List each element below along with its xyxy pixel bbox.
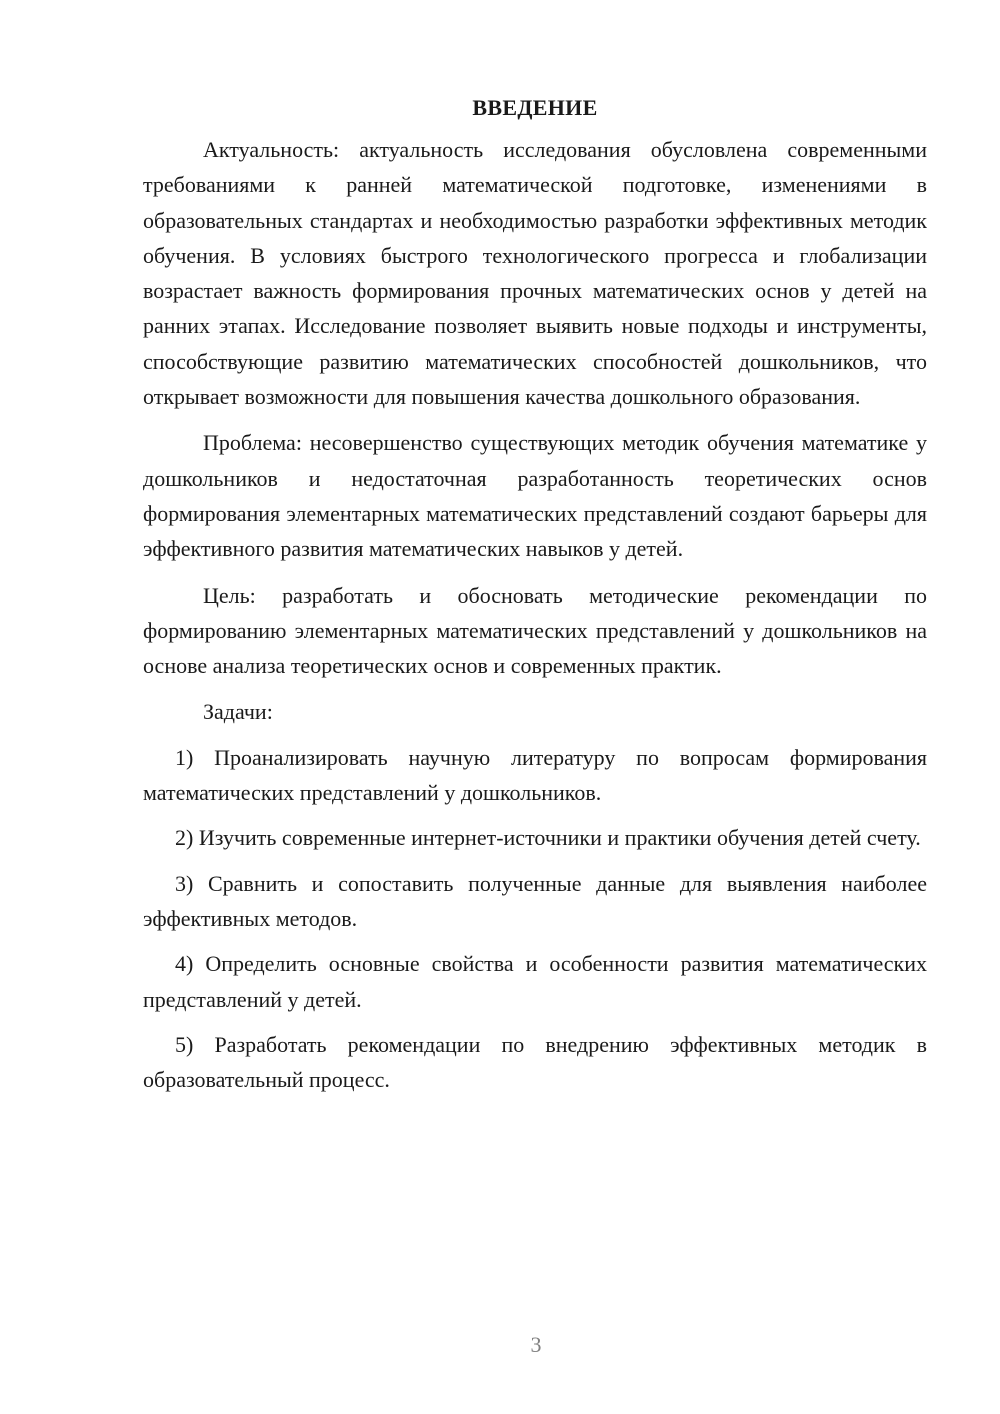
task-item-5: 5) Разработать рекомендации по внедрению эффективных методик в образовательный процесс. — [143, 1031, 927, 1093]
problem-paragraph: Проблема: несовершенство существующих методик обучения математике у дошкольников и недостаточная разработанность теоретических основ формирования элементарных математических представлений создают барьеры для эффективного развития математических навыков у детей. — [143, 430, 927, 562]
task-item-2: 2) Изучить современные интернет-источники и практики обучения детей счету. — [175, 825, 921, 851]
task-item-4: 4) Определить основные свойства и особенности развития математических представлений у детей. — [143, 951, 927, 1012]
page-title: ВВЕДЕНИЕ — [472, 95, 598, 120]
task-item-3: 3) Сравнить и сопоставить полученные данные для выявления наиболее эффективных методов. — [143, 870, 927, 931]
tasks-label: Задачи: — [203, 699, 273, 725]
relevance-paragraph: Актуальность: актуальность исследования обусловлена современными требованиями к ранней математической подготовке, изменениями в образовательных стандартах и необходимостью разработки эффективных методик обучения. В условиях быстрого технологического прогресса и глобализации возрастает важность формирования прочных математических основ у детей на ранних этапах. Исследование позволяет выявить новые подходы и инструменты, способствующие развитию математических способностей дошкольников, что открывает возможности для повышения качества дошкольного образования. — [143, 137, 927, 410]
goal-paragraph: Цель: разработать и обосновать методические рекомендации по формированию элементарных математических представлений у дошкольников на основе анализа теоретических основ и современных практик. — [143, 582, 927, 679]
document-page — [143, 90, 927, 1107]
page-number: 3 — [530, 1332, 542, 1357]
task-item-1: 1) Проанализировать научную литературу по вопросам формирования математических представлений у дошкольников. — [143, 744, 927, 806]
